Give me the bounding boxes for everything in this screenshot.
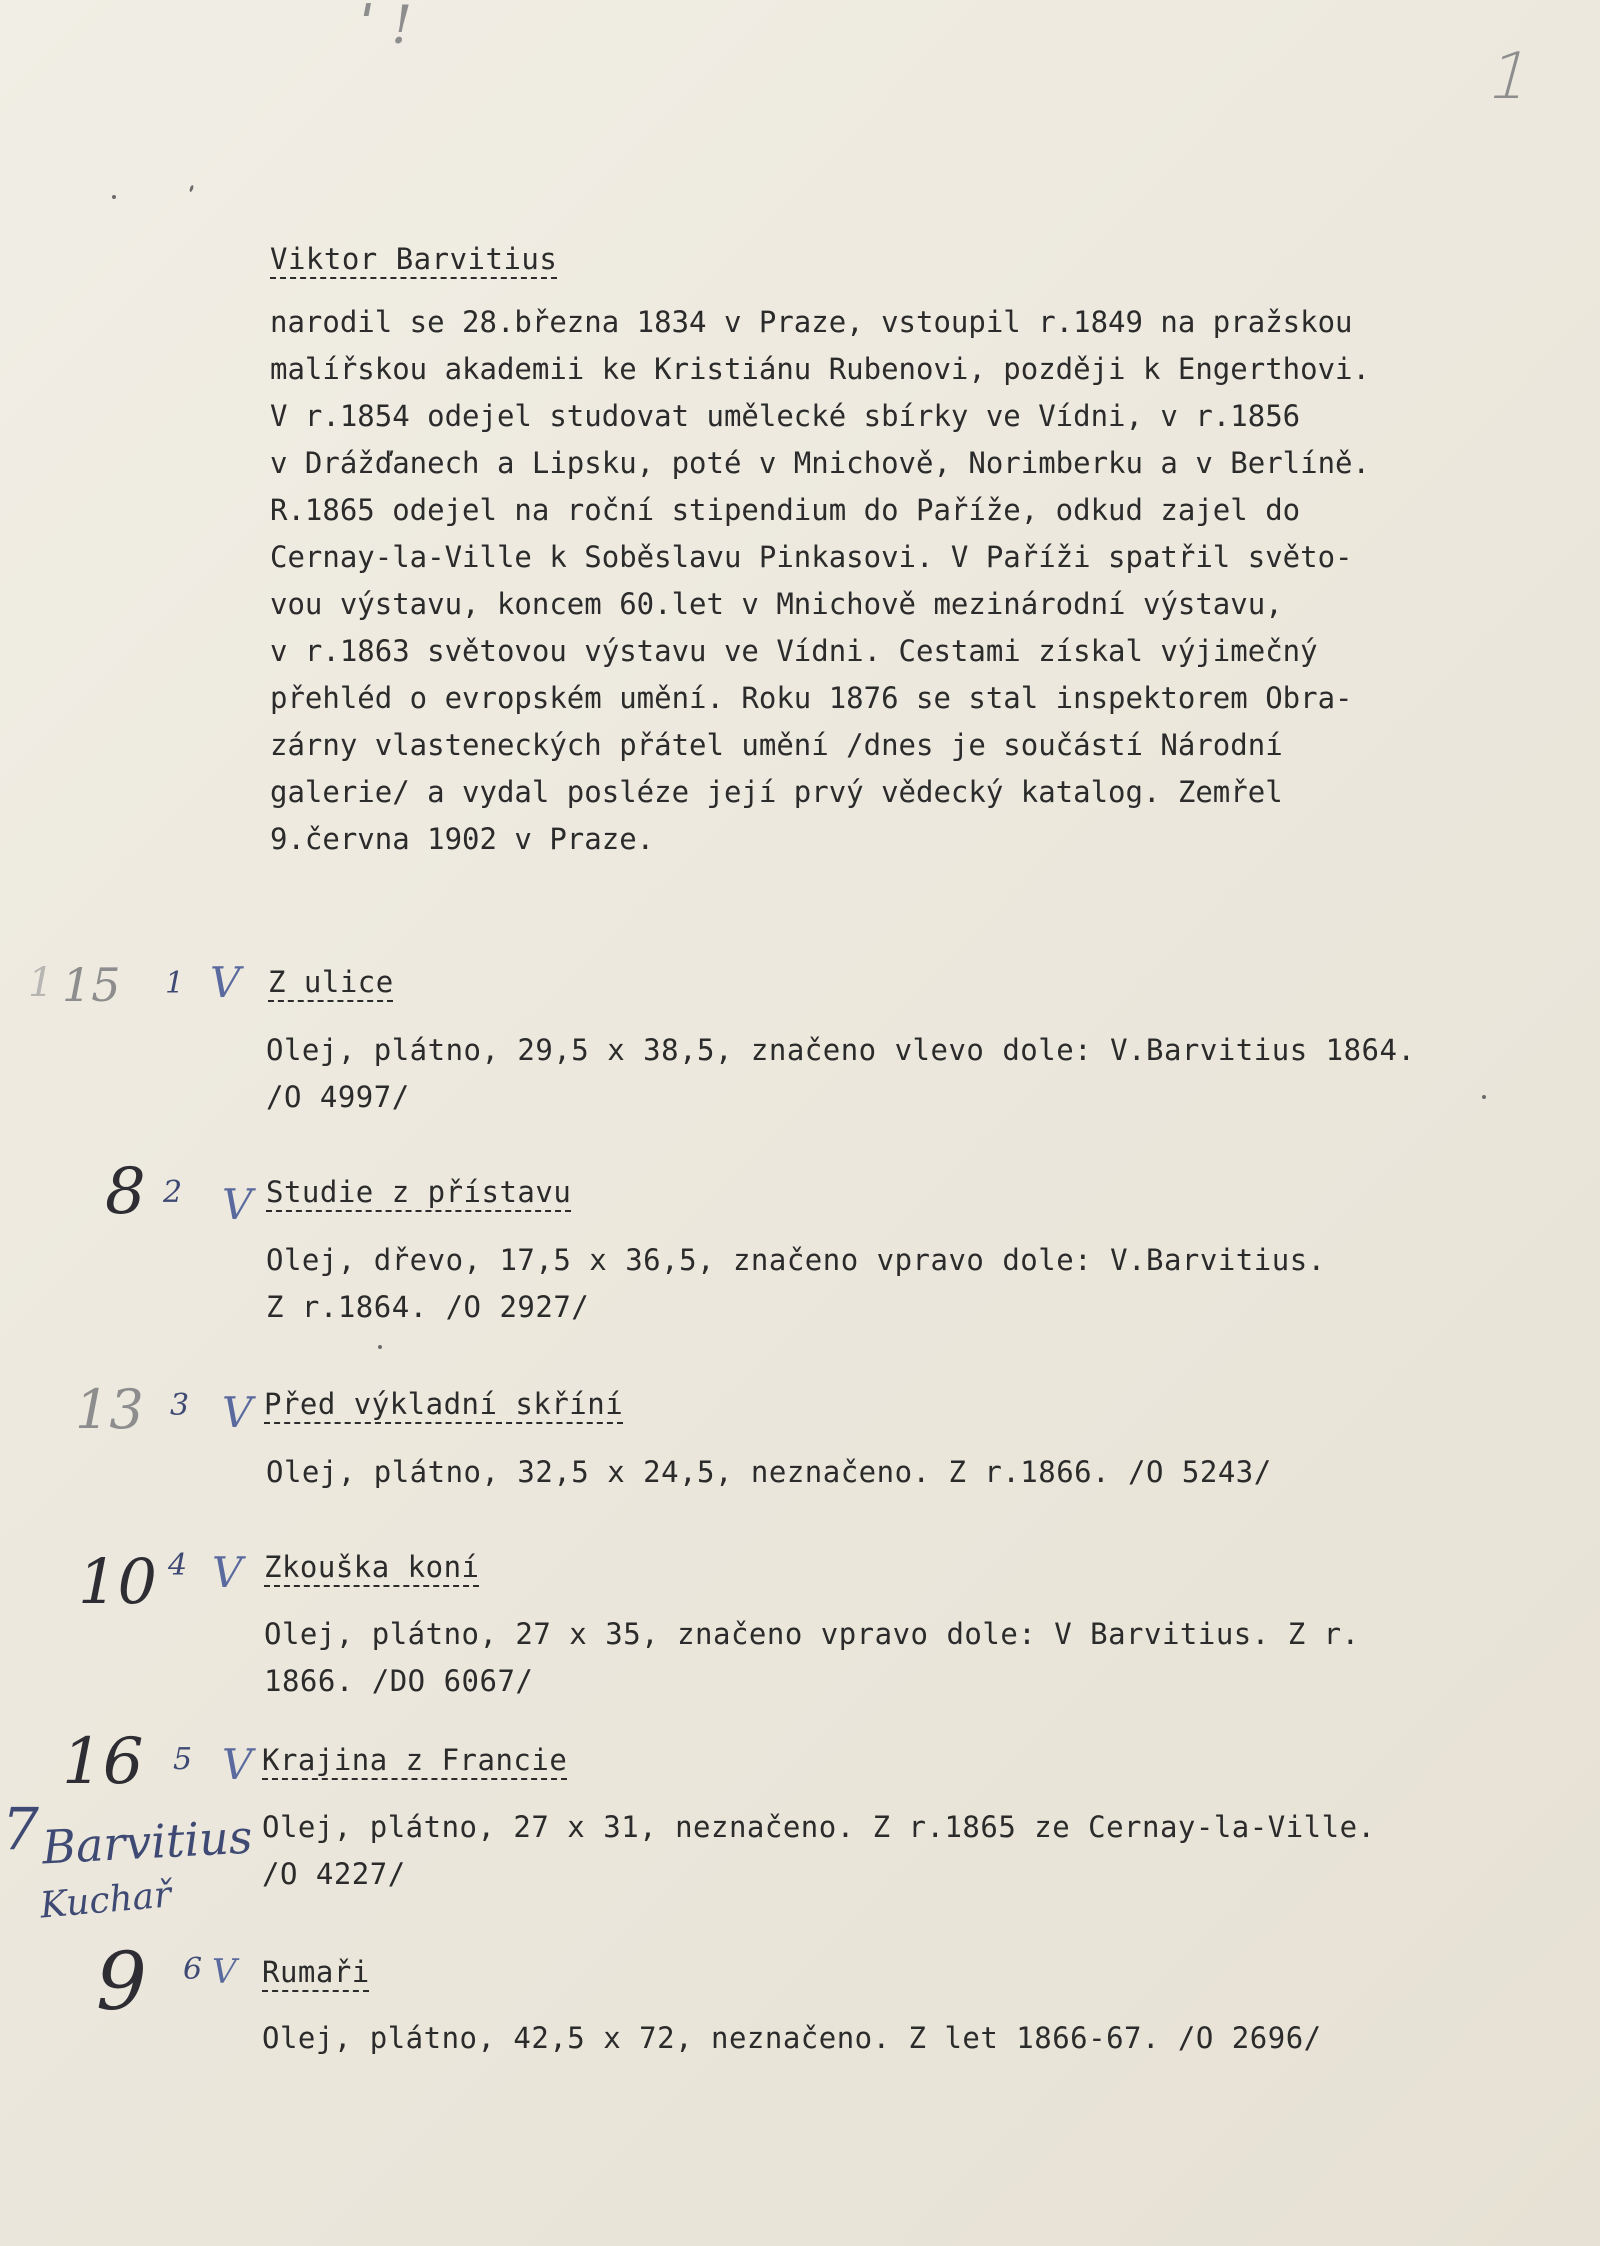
paper-speck <box>189 185 194 193</box>
entry-1-details: Olej, plátno, 29,5 x 38,5, značeno vlevo dole: V.Barvitius 1864. <box>266 1033 1416 1067</box>
entry-1-catalog: /O 4997/ <box>266 1080 410 1114</box>
entry-5-catalog: /O 4227/ <box>262 1857 406 1891</box>
entry-5-details: Olej, plátno, 27 x 31, neznačeno. Z r.1865 ze Cernay-la-Ville. <box>262 1810 1376 1844</box>
entry-3-title: Před výkladní skříní <box>264 1387 624 1421</box>
entry-2-details: Olej, dřevo, 17,5 x 36,5, značeno vpravo dole: V.Barvitius. <box>266 1243 1326 1277</box>
entry-5-sequence-number: 5 <box>173 1742 193 1777</box>
entry-3-details: Olej, plátno, 32,5 x 24,5, neznačeno. Z r.1866. /O 5243/ <box>266 1455 1272 1489</box>
entry-2-title: Studie z přístavu <box>266 1175 572 1209</box>
bio-line: v Drážďanech a Lipsku, poté v Mnichově, Norimberku a v Berlíně. <box>270 446 1370 480</box>
entry-4-title: Zkouška koní <box>264 1550 480 1584</box>
bio-line: v r.1863 světovou výstavu ve Vídni. Cestami získal výjimečný <box>270 634 1318 668</box>
entry-4-hand-number: 10 <box>78 1545 157 1618</box>
margin-note-artist: Barvitius <box>40 1809 254 1875</box>
page-title: Viktor Barvitius <box>270 242 558 276</box>
margin-note-number: 7 <box>2 1795 39 1863</box>
entry-3-sequence-number: 3 <box>170 1388 190 1423</box>
entry-5-title: Krajina z Francie <box>262 1743 568 1777</box>
bio-line: vou výstavu, koncem 60.let v Mnichově mezinárodní výstavu, <box>270 587 1283 621</box>
biography-paragraph <box>270 305 1540 869</box>
bio-line: R.1865 odejel na roční stipendium do Paříže, odkud zajel do <box>270 493 1301 527</box>
entry-4-sequence-number: 4 <box>168 1548 188 1583</box>
bio-line: galerie/ a vydal posléze její prvý vědecký katalog. Zemřel <box>270 775 1283 809</box>
entry-3-check-icon: V <box>222 1388 253 1437</box>
top-pencil-mark: ˈ ! <box>360 0 413 56</box>
entry-2-sequence-number: 2 <box>163 1175 183 1210</box>
bio-line: V r.1854 odejel studovat umělecké sbírky ve Vídni, v r.1856 <box>270 399 1301 433</box>
entry-5-hand-number: 16 <box>62 1725 144 1799</box>
entry-6-check-icon: V <box>212 1952 237 1992</box>
entry-2-catalog: Z r.1864. /O 2927/ <box>266 1290 590 1324</box>
bio-line: zárny vlasteneckých přátel umění /dnes je součástí Národní <box>270 728 1283 762</box>
entry-1-sequence-number: 1 <box>165 966 185 1001</box>
bio-line: Cernay-la-Ville k Soběslavu Pinkasovi. V Paříži spatřil světo- <box>270 540 1353 574</box>
entry-1-check-icon: V <box>210 958 241 1007</box>
paper-speck <box>112 195 116 199</box>
entry-2-check-icon: V <box>222 1180 253 1229</box>
margin-note-name: Kuchař <box>38 1874 173 1927</box>
entry-2-hand-number: 8 <box>105 1155 146 1229</box>
entry-6-hand-number: 9 <box>96 1935 147 2028</box>
entry-1-hand-number: 15 <box>62 958 121 1012</box>
paper-speck <box>1482 1095 1486 1099</box>
bio-line: malířskou akademii ke Kristiánu Rubenovi, později k Engerthovi. <box>270 352 1370 386</box>
entry-4-catalog: 1866. /DO 6067/ <box>264 1664 534 1698</box>
bio-line: 9.června 1902 v Praze. <box>270 822 655 856</box>
page-number-mark: 1 <box>1480 40 1541 114</box>
entry-6-details: Olej, plátno, 42,5 x 72, neznačeno. Z let 1866-67. /O 2696/ <box>262 2021 1322 2055</box>
paper-speck <box>378 1345 382 1349</box>
entry-3-hand-number: 13 <box>75 1378 144 1441</box>
entry-1-hand-prefix: 1 <box>28 960 54 1006</box>
bio-line: přehléd o evropském umění. Roku 1876 se stal inspektorem Obra- <box>270 681 1353 715</box>
entry-1-title: Z ulice <box>268 965 394 999</box>
entry-6-title: Rumaři <box>262 1955 370 1989</box>
entry-4-details: Olej, plátno, 27 x 35, značeno vpravo dole: V Barvitius. Z r. <box>264 1617 1360 1651</box>
entry-5-check-icon: V <box>222 1740 253 1789</box>
entry-6-sequence-number: 6 <box>183 1952 203 1987</box>
entry-4-check-icon: V <box>212 1548 243 1597</box>
bio-line: narodil se 28.března 1834 v Praze, vstoupil r.1849 na pražskou <box>270 305 1353 339</box>
